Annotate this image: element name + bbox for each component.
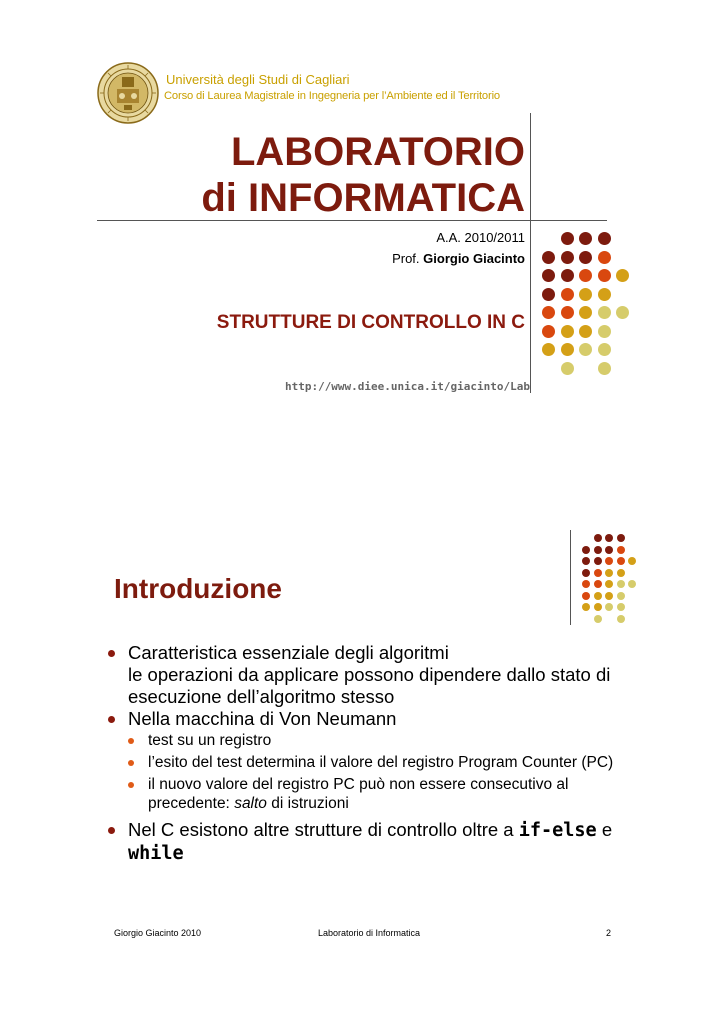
- decorative-dot: [582, 592, 590, 600]
- sub1-text: test su un registro: [148, 732, 272, 749]
- decorative-dot: [561, 325, 574, 338]
- code-if-else: if-else: [518, 820, 597, 841]
- vertical-divider-slide2: [570, 530, 571, 625]
- decorative-dot: [605, 569, 613, 577]
- decorative-dot: [598, 362, 611, 375]
- decorative-dot: [542, 288, 555, 301]
- footer-title: Laboratorio di Informatica: [318, 928, 421, 938]
- prof-name: Giorgio Giacinto: [423, 251, 525, 266]
- decorative-dot: [594, 592, 602, 600]
- decorative-dot: [598, 288, 611, 301]
- decorative-dot: [579, 325, 592, 338]
- slide-title: Introduzione: [114, 573, 282, 604]
- bullet-list: [108, 642, 638, 865]
- decorative-dot: [579, 232, 592, 245]
- decorative-dot: [594, 557, 602, 565]
- decorative-dot: [579, 251, 592, 264]
- sub3-italic: salto: [234, 795, 267, 812]
- decorative-dot: [561, 232, 574, 245]
- sub3-text: [148, 775, 638, 813]
- decorative-dot: [561, 251, 574, 264]
- prof-prefix: Prof.: [392, 251, 420, 266]
- list-item: [108, 708, 638, 813]
- decorative-dot: [616, 269, 629, 282]
- decorative-dot: [561, 343, 574, 356]
- decorative-dot: [561, 306, 574, 319]
- university-seal-logo: [97, 62, 159, 124]
- academic-year: A.A. 2010/2011: [436, 230, 525, 245]
- decorative-dot: [617, 603, 625, 611]
- decorative-dot: [605, 557, 613, 565]
- decorative-dot: [605, 580, 613, 588]
- decorative-dot: [594, 603, 602, 611]
- sub-list-item: [128, 731, 638, 750]
- decorative-dot: [617, 534, 625, 542]
- decorative-dot: [594, 534, 602, 542]
- decorative-dot: [617, 580, 625, 588]
- decorative-dot: [617, 615, 625, 623]
- decorative-dot: [598, 343, 611, 356]
- decorative-dot: [542, 269, 555, 282]
- cover-title-line1: LABORATORIO: [230, 130, 525, 174]
- decorative-dot: [579, 306, 592, 319]
- bullet1-line1: Caratteristica essenziale degli algoritmi: [128, 642, 449, 663]
- decorative-dot: [582, 580, 590, 588]
- sub-list-item: [128, 775, 638, 813]
- decorative-dot: [594, 615, 602, 623]
- decorative-dot: [616, 306, 629, 319]
- decorative-dot: [628, 557, 636, 565]
- decorative-dot: [542, 325, 555, 338]
- decorative-dot: [579, 288, 592, 301]
- decorative-dot: [605, 546, 613, 554]
- bullet3-and: e: [601, 819, 613, 840]
- cover-subtitle: STRUTTURE DI CONTROLLO IN C: [216, 312, 525, 333]
- decorative-dot: [561, 269, 574, 282]
- decorative-dot: [598, 232, 611, 245]
- decorative-dot: [579, 343, 592, 356]
- vertical-divider: [530, 113, 531, 393]
- decorative-dot: [582, 603, 590, 611]
- decorative-dot: [582, 557, 590, 565]
- footer-page-number: 2: [606, 928, 612, 938]
- code-while: while: [128, 843, 184, 864]
- decorative-dot: [582, 569, 590, 577]
- decorative-dot: [542, 306, 555, 319]
- cover-title-line2: di INFORMATICA: [201, 176, 525, 220]
- decorative-dot: [617, 569, 625, 577]
- bullet1-line2: le operazioni da applicare possono dipendere dallo stato di esecuzione dell’algoritmo stesso: [128, 664, 611, 707]
- decorative-dot: [582, 546, 590, 554]
- list-item: [108, 819, 638, 865]
- decorative-dot: [542, 343, 555, 356]
- decorative-dot: [598, 306, 611, 319]
- decorative-dot: [594, 580, 602, 588]
- decorative-dot: [594, 569, 602, 577]
- decorative-dot: [561, 288, 574, 301]
- sub2-text: l’esito del test determina il valore del registro Program Counter (PC): [148, 754, 614, 771]
- decorative-dot: [542, 251, 555, 264]
- list-item: [108, 642, 638, 708]
- footer-author: Giorgio Giacinto 2010: [114, 928, 202, 938]
- decorative-dot: [605, 534, 613, 542]
- sub3-prefix: il nuovo valore del registro PC può non essere consecutivo al precedente:: [148, 776, 569, 812]
- professor: [392, 251, 525, 266]
- decorative-dot: [617, 557, 625, 565]
- decorative-dot: [594, 546, 602, 554]
- sub3-suffix: di istruzioni: [271, 795, 349, 812]
- course-name: Corso di Laurea Magistrale in Ingegneria per l’Ambiente ed il Territorio: [164, 90, 500, 102]
- sub-list: [128, 731, 638, 813]
- decorative-dot: [598, 269, 611, 282]
- decorative-dot: [598, 251, 611, 264]
- decorative-dot: [605, 603, 613, 611]
- course-url: http://www.diee.unica.it/giacinto/Lab: [284, 380, 530, 393]
- decorative-dot: [561, 362, 574, 375]
- decorative-dot: [617, 592, 625, 600]
- sub-list-item: [128, 753, 638, 772]
- bullet3-text: [128, 819, 638, 865]
- bullet2-text: Nella macchina di Von Neumann: [128, 708, 397, 729]
- decorative-dot: [579, 269, 592, 282]
- decorative-dot: [628, 580, 636, 588]
- decorative-dot: [605, 592, 613, 600]
- decorative-dot: [617, 546, 625, 554]
- bullet3-prefix: Nel C esistono altre strutture di controllo oltre a: [128, 819, 514, 840]
- decorative-dot: [598, 325, 611, 338]
- university-name: Università degli Studi di Cagliari: [166, 72, 350, 87]
